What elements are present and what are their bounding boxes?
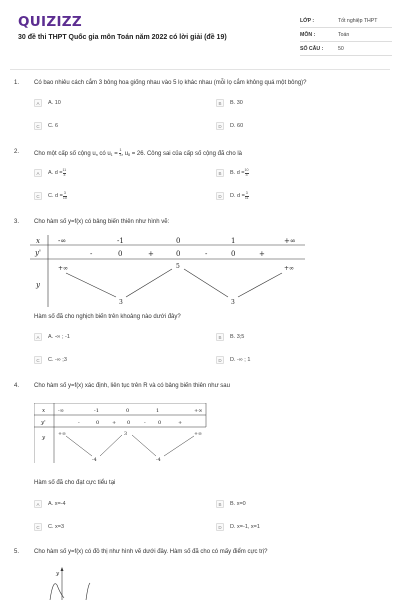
sign: 0 xyxy=(231,250,236,258)
fraction-den: 10 xyxy=(62,195,67,200)
arrow-decrease xyxy=(132,435,156,456)
option-prefix: A. d = xyxy=(48,170,63,177)
meta-key: SỐ CÂU : xyxy=(300,45,324,52)
y-value: 3 xyxy=(231,299,235,306)
option-letter: D xyxy=(216,523,224,531)
question-number: 1. xyxy=(14,80,20,86)
y-value: 5 xyxy=(176,263,180,270)
y-value: 3 xyxy=(119,299,123,306)
variation-table-3 xyxy=(30,235,305,325)
sign: 0 xyxy=(176,250,181,258)
question-3 xyxy=(0,219,400,369)
sign: 0 xyxy=(127,420,131,426)
subscript: 8 xyxy=(128,152,131,157)
option-c[interactable] xyxy=(34,192,67,201)
option-b[interactable] xyxy=(216,169,249,178)
option-text: A. -∞ ; -1 xyxy=(48,334,70,340)
option-a[interactable] xyxy=(34,99,61,107)
option-letter: D xyxy=(216,356,224,364)
option-c[interactable] xyxy=(34,356,67,364)
question-number: 2. xyxy=(14,149,20,155)
sign: - xyxy=(90,250,93,258)
arrow-increase xyxy=(126,269,172,297)
option-a[interactable] xyxy=(34,500,66,508)
option-text: A. x=-4 xyxy=(48,501,66,507)
y-value: +∞ xyxy=(284,265,295,272)
meta-row-subject xyxy=(300,28,392,42)
option-letter: B xyxy=(216,99,224,107)
option-text: D. 60 xyxy=(230,123,244,129)
sign: + xyxy=(112,420,117,426)
sign: 0 xyxy=(118,250,123,258)
option-c[interactable] xyxy=(34,122,58,130)
fraction-den: 3 xyxy=(63,172,66,177)
x-value: 0 xyxy=(176,237,181,245)
option-text: D. x=-1, x=1 xyxy=(230,524,260,530)
fraction-num: 10 xyxy=(244,168,249,172)
meta-key: LỚP : xyxy=(300,17,315,24)
option-letter: D xyxy=(216,122,224,130)
question-text: Cho hàm số y=f(x) có bảng biến thiên như hình vẽ: xyxy=(34,219,170,225)
option-b[interactable] xyxy=(216,99,243,107)
graph-curve-right xyxy=(86,583,90,600)
fraction-den: 11 xyxy=(244,195,249,200)
yprime-label: y' xyxy=(35,249,41,257)
fraction-den: 3 xyxy=(119,152,122,157)
question-5 xyxy=(0,549,400,600)
option-letter: B xyxy=(216,333,224,341)
x-value: -1 xyxy=(117,237,124,245)
fraction xyxy=(63,192,67,201)
sign: - xyxy=(78,420,80,426)
quizizz-logo: QUIZIZZ xyxy=(18,14,82,30)
option-b[interactable] xyxy=(216,500,246,508)
option-text: A. 10 xyxy=(48,100,61,106)
option-text: B. x=0 xyxy=(230,501,246,507)
option-a[interactable] xyxy=(34,169,66,178)
subscript: n xyxy=(95,152,98,157)
option-d[interactable] xyxy=(216,356,250,364)
fraction-den: 3 xyxy=(245,172,248,177)
question-4 xyxy=(0,383,400,533)
option-text: C. x=3 xyxy=(48,524,65,530)
x-value: 1 xyxy=(156,408,160,414)
x-value: -∞ xyxy=(58,237,67,245)
option-text: C. -∞ ;3 xyxy=(48,357,67,363)
arrow-decrease xyxy=(184,269,228,297)
sign: + xyxy=(259,250,265,258)
question-2 xyxy=(0,149,400,209)
y-label: y xyxy=(42,435,46,441)
variation-table-4 xyxy=(34,403,219,473)
y-value: +∞ xyxy=(58,265,69,272)
y-axis-label: y xyxy=(56,571,60,577)
text-part: Cho một cấp số cộng u xyxy=(34,150,96,157)
question-text: Cho hàm số y=f(x) xác định, liên tục trên R và có bảng biến thiên như sau xyxy=(34,383,230,389)
fraction-num: 11 xyxy=(62,168,67,172)
question-prompt: Hàm số đã cho nghịch biến trên khoảng nào dưới đây? xyxy=(34,314,181,320)
arrow-increase xyxy=(238,273,282,297)
question-number: 5. xyxy=(14,549,20,555)
option-letter: B xyxy=(216,500,224,508)
x-value: +∞ xyxy=(194,408,203,414)
question-number: 4. xyxy=(14,383,20,389)
question-text xyxy=(34,149,242,158)
option-letter: B xyxy=(216,169,224,177)
fraction xyxy=(245,192,249,201)
y-axis-arrow xyxy=(61,567,64,571)
text-part: có u xyxy=(97,150,111,157)
sign: - xyxy=(144,420,146,426)
question-1 xyxy=(0,80,400,140)
option-a[interactable] xyxy=(34,333,70,341)
fraction xyxy=(245,169,249,178)
meta-row-count xyxy=(300,42,392,56)
yprime-label: y' xyxy=(41,420,46,426)
question-number: 3. xyxy=(14,219,20,225)
y-value: -4 xyxy=(92,458,97,463)
y-value: +∞ xyxy=(194,432,203,437)
option-d[interactable] xyxy=(216,192,249,201)
function-graph xyxy=(40,565,100,600)
option-letter: C xyxy=(34,192,42,200)
arrow-increase xyxy=(100,435,122,456)
option-text: B. 30 xyxy=(230,100,243,106)
text-part: , u xyxy=(121,150,129,157)
fraction xyxy=(63,169,67,178)
fraction-num: 1 xyxy=(119,148,122,152)
option-prefix: C. d = xyxy=(48,193,63,200)
sign: + xyxy=(178,420,183,426)
sign: + xyxy=(148,250,154,258)
meta-key: MÔN : xyxy=(300,31,316,38)
header-divider xyxy=(10,69,390,70)
sign: - xyxy=(205,250,208,258)
arrow-increase xyxy=(164,436,194,456)
option-letter: C xyxy=(34,122,42,130)
option-text: D. -∞ ; 1 xyxy=(230,357,251,363)
option-text: C. 6 xyxy=(48,123,59,129)
y-label: y xyxy=(36,281,40,289)
y-value: -4 xyxy=(156,458,161,463)
subscript: 1 xyxy=(110,152,113,157)
text-part: = 26. Công sai của cấp số cộng đã cho là xyxy=(130,150,243,157)
text-part: = xyxy=(112,150,120,157)
question-text: Cho hàm số y=f(x) có đồ thị như hình vẽ dưới đây. Hàm số đã cho có mấy điểm cực trị? xyxy=(34,549,268,555)
x-value: 0 xyxy=(126,408,130,414)
option-letter: C xyxy=(34,356,42,364)
document-header xyxy=(0,0,400,70)
option-text: B. 3;5 xyxy=(230,334,245,340)
sign: 0 xyxy=(96,420,100,426)
option-letter: A xyxy=(34,169,42,177)
option-b[interactable] xyxy=(216,333,244,341)
x-value: -∞ xyxy=(58,408,64,414)
option-prefix: B. d = xyxy=(230,170,245,177)
y-value: 3 xyxy=(124,432,128,437)
fraction-num: 3 xyxy=(63,191,66,195)
meta-info xyxy=(300,14,392,56)
arrow-decrease xyxy=(66,436,92,456)
option-letter: A xyxy=(34,99,42,107)
option-d[interactable] xyxy=(216,523,260,531)
option-letter: C xyxy=(34,523,42,531)
x-value: 1 xyxy=(231,237,236,245)
y-value: +∞ xyxy=(58,432,67,437)
question-text: Có bao nhiêu cách cắm 3 bông hoa giống nhau vào 5 lọ khác nhau (mỗi lọ cắm không quá một bông)? xyxy=(34,80,307,86)
option-d[interactable] xyxy=(216,122,243,130)
option-letter: A xyxy=(34,500,42,508)
option-letter: D xyxy=(216,192,224,200)
sign: 0 xyxy=(158,420,162,426)
meta-value: Tốt nghiệp THPT xyxy=(338,17,378,24)
option-c[interactable] xyxy=(34,523,64,531)
meta-value: Toán xyxy=(338,31,350,38)
x-value: -1 xyxy=(94,408,99,414)
x-value: +∞ xyxy=(284,237,296,245)
option-letter: A xyxy=(34,333,42,341)
meta-value: 50 xyxy=(338,45,344,52)
x-label: x xyxy=(36,237,40,245)
arrow-decrease xyxy=(66,273,116,297)
x-label: x xyxy=(42,408,46,414)
meta-row-class xyxy=(300,14,392,28)
fraction-num: 3 xyxy=(245,191,248,195)
document-title: 30 đề thi THPT Quốc gia môn Toán năm 2022 có lời giải (đề 19) xyxy=(18,34,227,41)
option-prefix: D. d = xyxy=(230,193,245,200)
question-prompt: Hàm số đã cho đạt cực tiểu tại xyxy=(34,480,116,486)
